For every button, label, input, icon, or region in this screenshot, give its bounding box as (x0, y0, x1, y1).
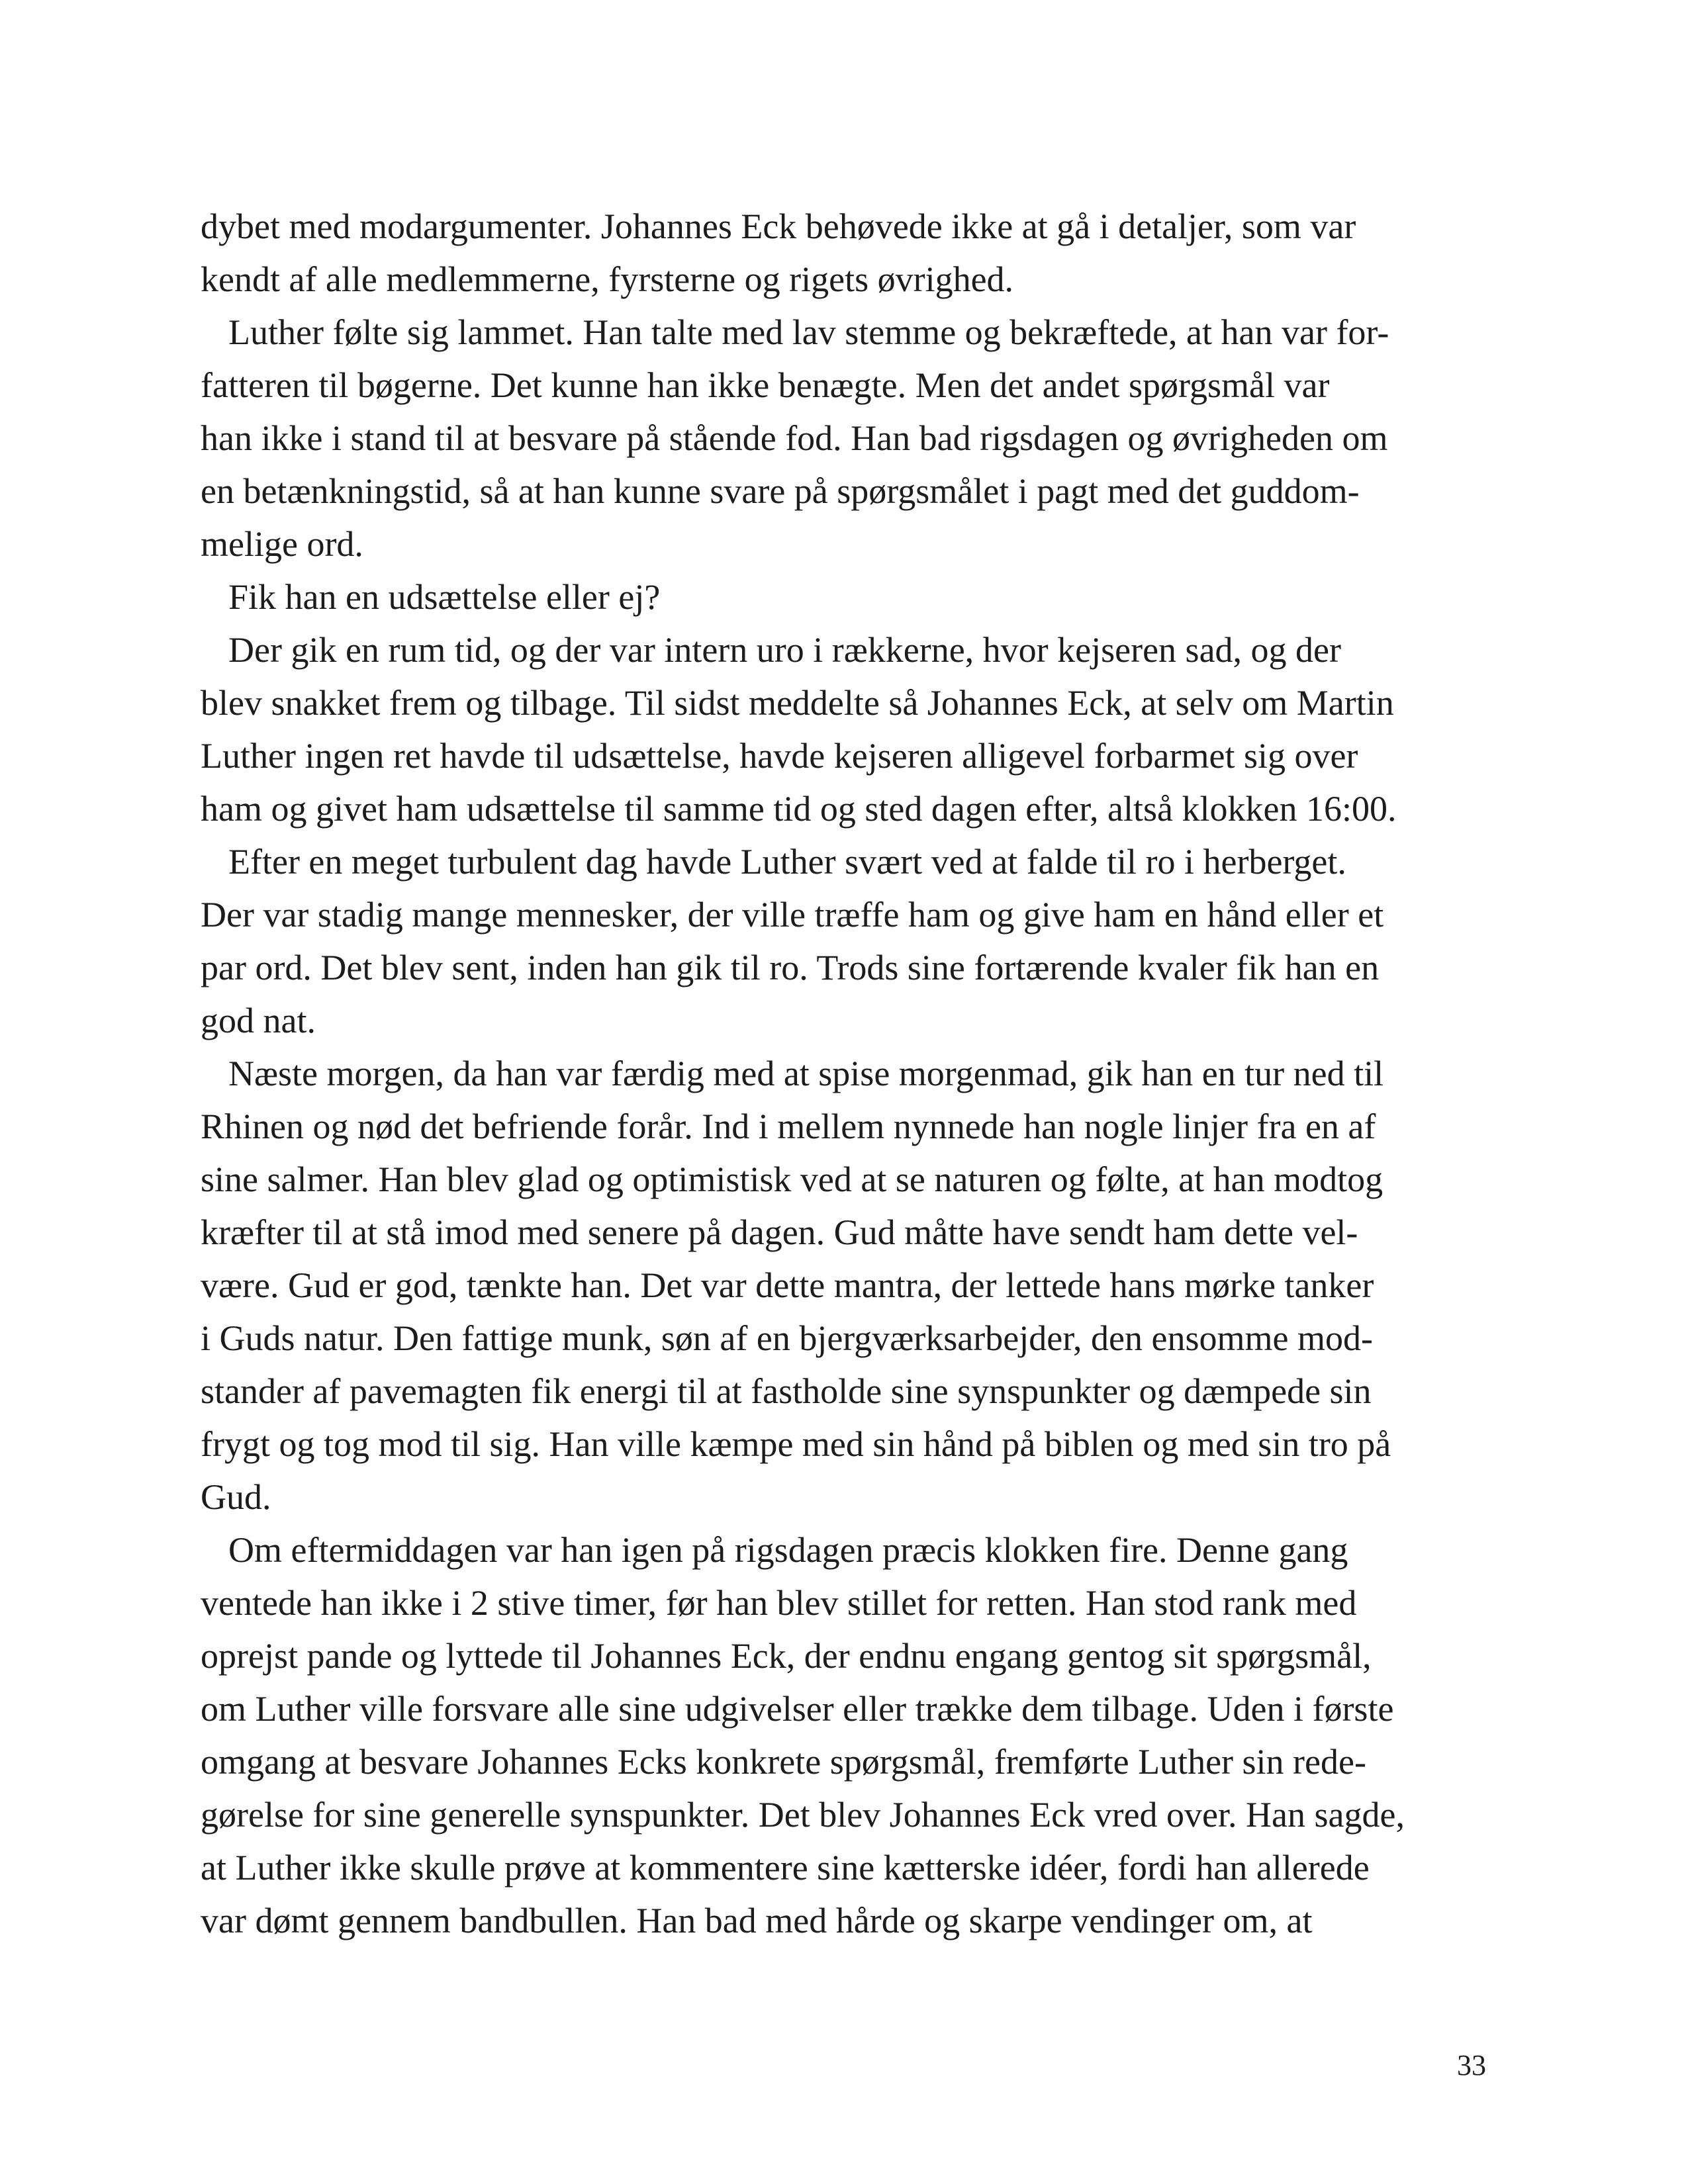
body-text (201, 200, 1499, 1947)
text-line: par ord. Det blev sent, inden han gik til ro. Trods sine fortærende kvaler fik han en (201, 948, 1380, 987)
text-line: var dømt gennem bandbullen. Han bad med hårde og skarpe vendinger om, at (201, 1901, 1313, 1940)
page-number: 33 (1457, 2049, 1486, 2081)
text-line: Efter en meget turbulent dag havde Luther svært ved at falde til ro i herberget. (228, 842, 1346, 882)
text-line: ham og givet ham udsættelse til samme tid og sted dagen efter, altså klokken 16:00. (201, 789, 1397, 829)
text-line: stander af pavemagten fik energi til at fastholde sine synspunkter og dæmpede sin (201, 1371, 1372, 1411)
text-line: om Luther ville forsvare alle sine udgivelser eller trække dem tilbage. Uden i første (201, 1689, 1394, 1729)
text-line: blev snakket frem og tilbage. Til sidst meddelte så Johannes Eck, at selv om Martin (201, 683, 1394, 723)
text-line: at Luther ikke skulle prøve at kommentere sine kætterske idéer, fordi han allerede (201, 1848, 1370, 1888)
text-line: kræfter til at stå imod med senere på dagen. Gud måtte have sendt ham dette vel- (201, 1212, 1358, 1252)
text-line: Der gik en rum tid, og der var intern uro i rækkerne, hvor kejseren sad, og der (228, 630, 1341, 670)
text-line: Rhinen og nød det befriende forår. Ind i mellem nynnede han nogle linjer fra en af (201, 1107, 1376, 1146)
text-line: frygt og tog mod til sig. Han ville kæmpe med sin hånd på biblen og med sin tro på (201, 1424, 1391, 1464)
text-line: kendt af alle medlemmerne, fyrsterne og rigets øvrighed. (201, 259, 1014, 299)
text-line: oprejst pande og lyttede til Johannes Eck, der endnu engang gentog sit spørgsmål, (201, 1636, 1372, 1676)
text-line: Luther ingen ret havde til udsættelse, havde kejseren alligevel forbarmet sig over (201, 736, 1358, 776)
text-line: god nat. (201, 1001, 316, 1040)
text-line: sine salmer. Han blev glad og optimistisk ved at se naturen og følte, at han modtog (201, 1160, 1383, 1199)
text-line: Om eftermiddagen var han igen på rigsdagen præcis klokken fire. Denne gang (228, 1530, 1348, 1570)
text-line: Fik han en udsættelse eller ej? (228, 577, 661, 617)
text-line: Gud. (201, 1477, 271, 1517)
text-line: fatteren til bøgerne. Det kunne han ikke benægte. Men det andet spørgsmål var (201, 365, 1330, 405)
text-line: Næste morgen, da han var færdig med at spise morgenmad, gik han en tur ned til (228, 1054, 1384, 1093)
text-line: ventede han ikke i 2 stive timer, før han blev stillet for retten. Han stod rank med (201, 1583, 1357, 1623)
text-line: Luther følte sig lammet. Han talte med lav stemme og bekræftede, at han var for- (228, 312, 1389, 352)
text-line: være. Gud er god, tænkte han. Det var dette mantra, der lettede hans mørke tanker (201, 1265, 1374, 1305)
text-line: i Guds natur. Den fattige munk, søn af en bjergværksarbejder, den ensomme mod- (201, 1318, 1373, 1358)
text-line: han ikke i stand til at besvare på stående fod. Han bad rigsdagen og øvrigheden om (201, 418, 1388, 458)
text-line: melige ord. (201, 524, 363, 564)
text-line: dybet med modargumenter. Johannes Eck behøvede ikke at gå i detaljer, som var (201, 206, 1356, 246)
text-line: gørelse for sine generelle synspunkter. Det blev Johannes Eck vred over. Han sagde, (201, 1795, 1405, 1835)
text-line: en betænkningstid, så at han kunne svare på spørgsmålet i pagt med det guddom- (201, 471, 1360, 511)
text-line: Der var stadig mange mennesker, der ville træffe ham og give ham en hånd eller et (201, 895, 1384, 934)
text-line: omgang at besvare Johannes Ecks konkrete spørgsmål, fremførte Luther sin rede- (201, 1742, 1366, 1782)
